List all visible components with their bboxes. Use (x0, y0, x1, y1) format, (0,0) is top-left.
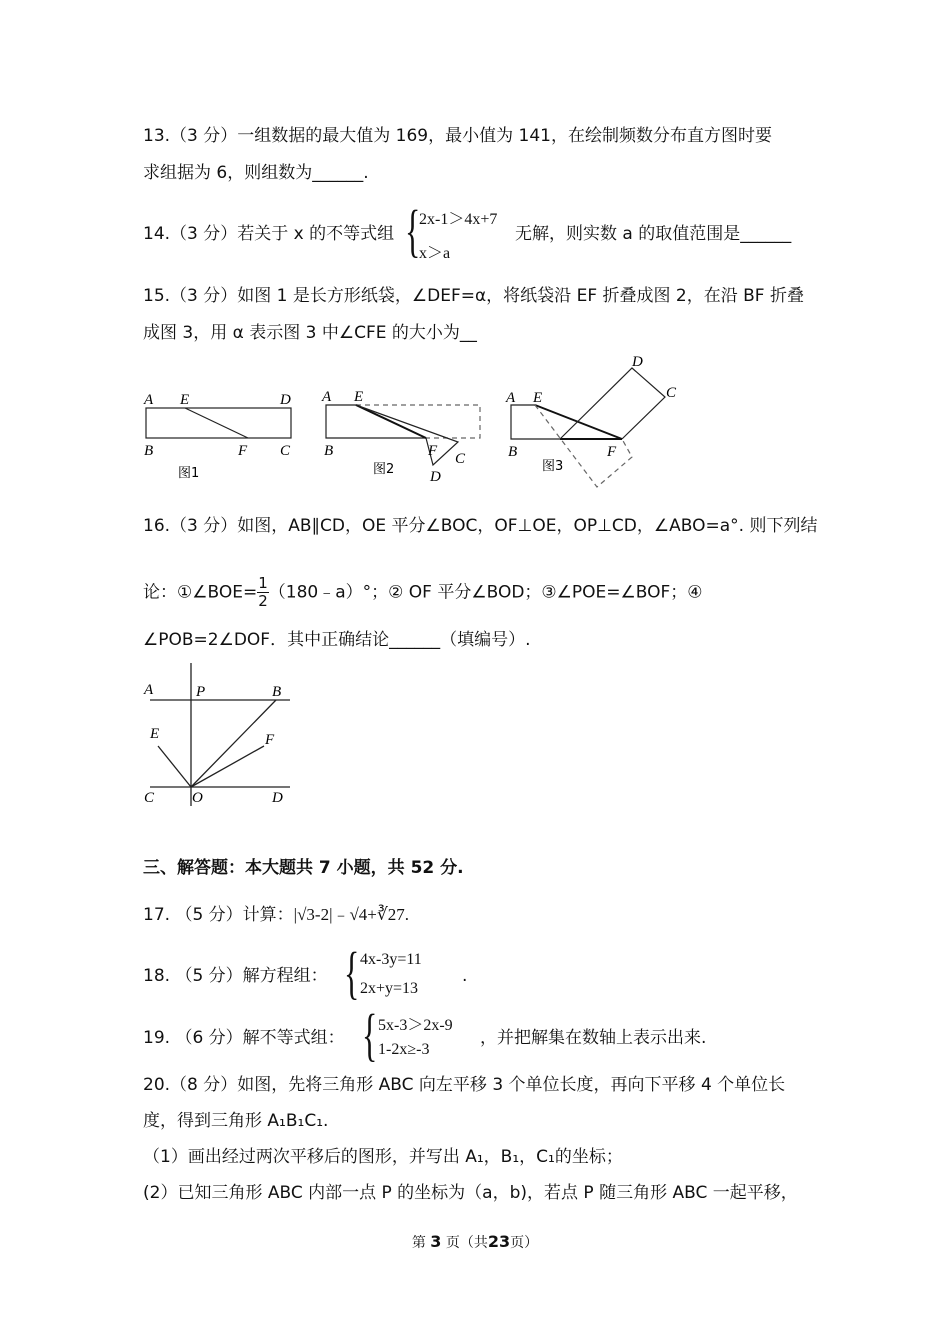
fig2-caption: 图2 (373, 462, 395, 477)
fig1-caption: 图1 (178, 466, 200, 480)
q15-figure-2 (318, 385, 488, 485)
q17-prefix: 17. （5 分）计算： (143, 905, 294, 925)
q15-line2: 成图 3，用 α 表示图 3 中∠CFE 的大小为__ (143, 323, 477, 343)
q19-ineq2: 1-2x≥-3 (378, 1041, 430, 1058)
fig3-label-d: D (632, 354, 643, 370)
fig2-outline (326, 405, 426, 438)
fig2-folded-flap (356, 405, 458, 465)
fig16-label-c: C (144, 790, 155, 806)
footer-pre: 第 (411, 1235, 426, 1251)
q14-brace: { (405, 198, 421, 263)
q17 (143, 903, 409, 927)
q18-eq2: 2x+y=13 (360, 980, 419, 997)
fig3-label-e: E (533, 390, 543, 406)
ray-oe (158, 746, 191, 787)
fig16-label-b: B (272, 684, 282, 700)
q18-brace: { (344, 940, 360, 1005)
q20-line2: 度，得到三角形 A₁B₁C₁. (143, 1111, 329, 1131)
fig16-label-o: O (192, 790, 203, 806)
fig16-label-a: A (144, 682, 154, 698)
q13-line1: 13.（3 分）一组数据的最大值为 169，最小值为 141，在绘制频数分布直方图时要 (143, 126, 772, 146)
fraction-denominator: 2 (258, 592, 268, 610)
q15-line1: 15.（3 分）如图 1 是长方形纸袋，∠DEF=α，将纸袋沿 EF 折叠成图 2，在沿 BF 折叠 (143, 286, 804, 306)
fig16-label-p: P (196, 684, 206, 700)
ray-ob (191, 700, 276, 787)
fig3-outline (511, 405, 560, 439)
fig2-dashed-original (356, 405, 480, 438)
fig16-label-f: F (265, 732, 275, 748)
q14-suffix: 无解，则实数 a 的取值范围是______ (515, 224, 792, 244)
q18-prefix: 18. （5 分）解方程组： (143, 966, 328, 986)
q13-line2: 求组据为 6，则组数为______. (143, 163, 369, 183)
q18-suffix: . (462, 966, 468, 986)
q16-line2-post: （180﹣a）°；② OF 平分∠BOD；③∠POE=∠BOF；④ (268, 582, 703, 603)
fig2-label-f: F (428, 443, 438, 459)
footer-mid: 页（共 (445, 1235, 488, 1251)
fig3-dashed-original (535, 405, 632, 487)
q19-suffix: ，并把解集在数轴上表示出来. (480, 1028, 707, 1048)
q19-prefix: 19. （6 分）解不等式组： (143, 1028, 345, 1048)
q18-eq1: 4x-3y=11 (360, 951, 422, 968)
fig3-label-b: B (508, 444, 518, 460)
fig2-label-a: A (322, 389, 332, 405)
fig2-label-b: B (324, 443, 334, 459)
fig1-label-b: B (144, 443, 154, 459)
footer-total-pages: 23 (487, 1232, 511, 1251)
q16-figure (140, 660, 300, 810)
q16-line2-pre: 论：①∠BOE= (143, 582, 258, 603)
fig3-folded-flap (560, 368, 665, 439)
q14-prefix: 14.（3 分）若关于 x 的不等式组 (143, 224, 395, 244)
q19-brace: { (362, 1002, 378, 1067)
q15-figure-3 (502, 350, 692, 490)
q14-ineq1: 2x-1＞4x+7 (419, 211, 498, 228)
q20-line1: 20.（8 分）如图，先将三角形 ABC 向左平移 3 个单位长度，再向下平移 4 个单位长 (143, 1075, 786, 1095)
q16-line3: ∠POB=2∠DOF．其中正确结论______（填编号）. (143, 630, 531, 650)
fig1-label-a: A (144, 392, 154, 408)
page-footer (0, 1232, 950, 1252)
fig16-label-d: D (272, 790, 283, 806)
fig2-label-d: D (430, 469, 441, 485)
q16-line2 (143, 575, 703, 610)
fig3-label-f: F (607, 444, 617, 460)
q19-ineq1: 5x-3＞2x-9 (378, 1017, 453, 1034)
fig1-fold-line (185, 408, 248, 438)
ray-of (191, 746, 264, 787)
q16-fraction (257, 575, 269, 610)
section-3-heading: 三、解答题：本大题共 7 小题，共 52 分. (143, 858, 464, 878)
fig2-fold-ef (356, 405, 426, 438)
fig2-label-e: E (354, 389, 364, 405)
q20-part2: (2）已知三角形 ABC 内部一点 P 的坐标为（a，b)，若点 P 随三角形 ABC 一起平移， (143, 1183, 798, 1203)
q17-expression: |√3-2|﹣√4+∛27. (293, 905, 409, 924)
q16-line1: 16.（3 分）如图，AB∥CD，OE 平分∠BOC，OF⊥OE，OP⊥CD，∠ABO=a°. 则下列结 (143, 516, 818, 536)
fig1-label-e: E (180, 392, 190, 408)
q14-ineq2: x＞a (419, 245, 451, 262)
fig16-label-e: E (150, 726, 160, 742)
fig2-label-c: C (455, 451, 466, 467)
q20-part1: （1）画出经过两次平移后的图形，并写出 A₁，B₁，C₁的坐标； (143, 1147, 623, 1167)
fig1-label-c: C (280, 443, 291, 459)
footer-post: 页） (510, 1235, 539, 1251)
fig3-label-a: A (506, 390, 516, 406)
q15-figure-1 (140, 385, 300, 480)
fig1-label-d: D (280, 392, 291, 408)
fig1-rectangle (146, 408, 291, 438)
footer-page-number: 3 (430, 1232, 442, 1251)
fraction-numerator: 1 (258, 574, 268, 592)
fig1-label-f: F (238, 443, 248, 459)
fig3-caption: 图3 (542, 459, 564, 474)
fig3-label-c: C (666, 385, 677, 401)
